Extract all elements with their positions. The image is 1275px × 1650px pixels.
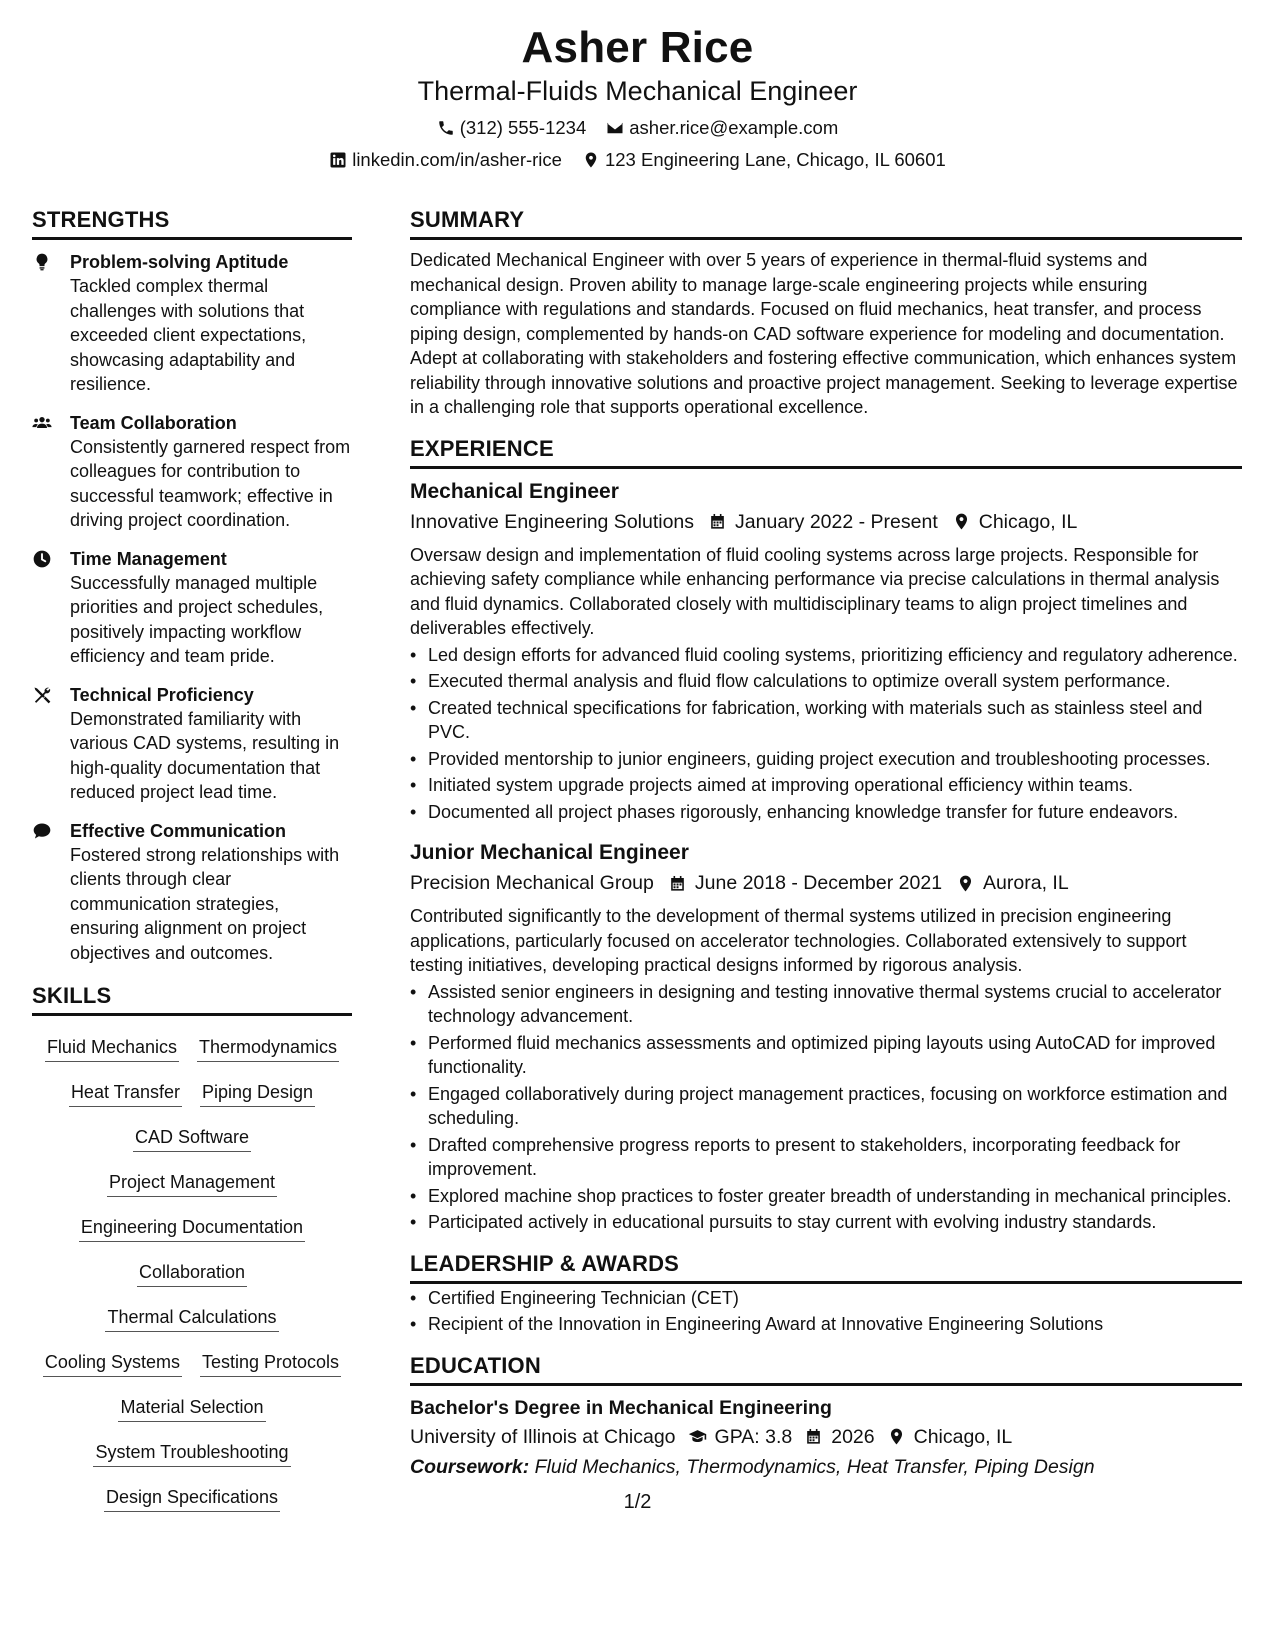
address-text: 123 Engineering Lane, Chicago, IL 60601 [604, 149, 946, 170]
address-contact [582, 148, 946, 172]
skill-tag: Engineering Documentation [79, 1216, 305, 1242]
skill-tag: Fluid Mechanics [45, 1036, 179, 1062]
skill-row [79, 1202, 305, 1247]
degree-title: Bachelor's Degree in Mechanical Engineering [410, 1396, 832, 1419]
summary-text: Dedicated Mechanical Engineer with over 5 years of experience in thermal-fluid systems and mechanical design. Proven ability to manage large-scale engineering projects while ensuring compliance with regulations and standards. Focused on fluid mechanics, heat transfer, and process piping design, complemented by hands-on CAD software experience for modeling and documentation. Adept at collaborating with stakeholders and fostering effective communication, which enhances system reliability through innovative solutions and proactive project management. Seeking to leverage expertise in a challenging role that supports operational excellence. [410, 250, 1238, 417]
education-heading: EDUCATION [410, 1349, 1242, 1386]
clock-icon [32, 549, 52, 569]
calendar-icon [708, 512, 727, 531]
skill-row [105, 1292, 278, 1337]
job-dates [668, 868, 942, 898]
job-location [952, 507, 1078, 537]
skill-tag: Piping Design [200, 1081, 315, 1107]
job-entry [410, 477, 1242, 825]
skill-row [45, 1022, 339, 1067]
education-meta [410, 1422, 1242, 1452]
tools-icon [32, 685, 52, 705]
skill-tag: Design Specifications [104, 1486, 280, 1512]
school-name: University of Illinois at Chicago [410, 1425, 676, 1448]
list-item: • Executed thermal analysis and fluid flow calculations to optimize overall system performance. [410, 669, 1242, 694]
candidate-name: Asher Rice [521, 23, 754, 72]
list-item: • Explored machine shop practices to foster greater breadth of understanding in mechanical principles. [410, 1184, 1242, 1209]
job-location-text: Chicago, IL [978, 510, 1078, 533]
lightbulb-icon [32, 252, 52, 272]
linkedin-icon [329, 151, 347, 169]
strength-description: Demonstrated familiarity with various CAD systems, resulting in high-quality documentation that reduced project lead time. [70, 708, 340, 802]
skill-row [118, 1382, 265, 1427]
skill-row [107, 1157, 277, 1202]
coursework-label: Coursework: [410, 1455, 530, 1478]
skill-tag: System Troubleshooting [93, 1441, 290, 1467]
map-pin-icon [887, 1427, 906, 1446]
strength-description: Tackled complex thermal challenges with solutions that exceeded client expectations, showcasing adaptability and resilience. [70, 276, 307, 394]
list-item: • Assisted senior engineers in designing and testing innovative thermal systems crucial to accelerator technology advancement. [410, 980, 1242, 1029]
list-item: • Provided mentorship to junior engineers, guiding project execution and troubleshooting processes. [410, 747, 1242, 772]
strength-description: Successfully managed multiple priorities and project schedules, positively impacting workflow efficiency and team pride. [70, 572, 324, 666]
list-item: • Engaged collaboratively during project management practices, focusing on workforce estimation and scheduling. [410, 1082, 1242, 1131]
list-item: • Initiated system upgrade projects aimed at improving operational efficiency within teams. [410, 773, 1242, 798]
phone-contact [437, 116, 587, 140]
skill-row [93, 1427, 290, 1472]
summary-heading: SUMMARY [410, 203, 1242, 240]
contact-line-1 [0, 116, 1275, 140]
users-icon [32, 413, 52, 433]
strength-title: Effective Communication [70, 820, 287, 841]
skill-row [133, 1112, 251, 1157]
strength-description: Fostered strong relationships with clients through clear communication strategies, ensuring alignment on project objectives and outcomes. [70, 844, 340, 963]
candidate-role: Thermal-Fluids Mechanical Engineer [417, 76, 858, 106]
map-pin-icon [582, 151, 600, 169]
strength-title: Team Collaboration [70, 412, 237, 433]
gpa-text: GPA: 3.8 [714, 1425, 793, 1448]
phone-text: (312) 555-1234 [459, 117, 587, 138]
linkedin-contact[interactable] [329, 148, 562, 172]
skill-tag: Thermodynamics [197, 1036, 339, 1062]
right-column [410, 203, 1242, 1482]
job-bullets [410, 643, 1242, 825]
education-entry [410, 1394, 1242, 1482]
job-meta [410, 507, 1242, 537]
skill-tag: Collaboration [137, 1261, 247, 1287]
strength-title: Problem-solving Aptitude [70, 252, 289, 272]
list-item: • Certified Engineering Technician (CET) [410, 1286, 1242, 1311]
contact-line-2 [0, 148, 1275, 172]
job-dates-text: June 2018 - December 2021 [694, 872, 943, 894]
job-dates-text: January 2022 - Present [735, 510, 938, 533]
skill-row [137, 1247, 247, 1292]
job-location-text: Aurora, IL [983, 872, 1069, 894]
calendar-icon [804, 1427, 823, 1446]
skills-list [32, 1022, 352, 1517]
experience-heading: EXPERIENCE [410, 432, 1242, 469]
gpa [688, 1422, 793, 1452]
map-pin-icon [952, 512, 971, 531]
skill-tag: Project Management [107, 1171, 277, 1197]
phone-icon [437, 119, 455, 137]
graduation-year [804, 1422, 874, 1452]
list-item: • Participated actively in educational pursuits to stay current with evolving industry standards. [410, 1210, 1242, 1235]
strength-item [32, 411, 352, 533]
calendar-icon [668, 874, 687, 893]
skill-tag: Heat Transfer [69, 1081, 182, 1107]
company-name: Precision Mechanical Group [410, 872, 654, 894]
strength-item [32, 819, 352, 966]
strengths-list [32, 250, 352, 965]
skill-row [69, 1067, 315, 1112]
skills-heading: SKILLS [32, 979, 352, 1016]
list-item: • Documented all project phases rigorously, enhancing knowledge transfer for future endeavors. [410, 800, 1242, 825]
year-text: 2026 [831, 1425, 875, 1448]
strength-item [32, 250, 352, 397]
list-item: • Drafted comprehensive progress reports to present to stakeholders, incorporating feedback for improvement. [410, 1133, 1242, 1182]
leadership-heading: LEADERSHIP & AWARDS [410, 1247, 1242, 1284]
skill-tag: Cooling Systems [43, 1351, 182, 1377]
strength-item [32, 547, 352, 669]
list-item: • Performed fluid mechanics assessments and optimized piping layouts using AutoCAD for improved functionality. [410, 1031, 1242, 1080]
page-number: 1/2 [623, 1491, 652, 1513]
strength-item [32, 683, 352, 805]
job-title: Mechanical Engineer [410, 479, 619, 503]
job-location [956, 868, 1069, 898]
job-title: Junior Mechanical Engineer [410, 841, 689, 864]
speech-bubble-icon [32, 821, 52, 841]
email-contact[interactable] [606, 116, 838, 140]
left-column [32, 203, 352, 1517]
strength-description: Consistently garnered respect from colleagues for contribution to successful teamwork; effective in driving project coordination. [70, 436, 351, 530]
job-description: Contributed significantly to the development of thermal systems utilized in precision engineering applications, particularly focused on accelerator technologies. Collaborated extensively to support testing initiatives, developing practical designs informed by rigorous analysis. [410, 906, 1187, 975]
education-location-text: Chicago, IL [913, 1425, 1013, 1448]
skill-tag: Testing Protocols [200, 1351, 341, 1377]
job-bullets [410, 980, 1242, 1235]
coursework [410, 1452, 1242, 1482]
map-pin-icon [956, 874, 975, 893]
company-name: Innovative Engineering Solutions [410, 510, 695, 533]
envelope-icon [606, 119, 624, 137]
skill-tag: Thermal Calculations [105, 1306, 278, 1332]
coursework-list: Fluid Mechanics, Thermodynamics, Heat Transfer, Piping Design [534, 1455, 1095, 1478]
linkedin-text[interactable]: linkedin.com/in/asher-rice [352, 149, 562, 170]
strength-title: Technical Proficiency [70, 684, 254, 705]
leadership-list [410, 1286, 1242, 1337]
skill-row [43, 1337, 341, 1382]
list-item: • Recipient of the Innovation in Engineering Award at Innovative Engineering Solutions [410, 1312, 1242, 1337]
list-item: • Created technical specifications for fabrication, working with materials such as stainless steel and PVC. [410, 696, 1242, 745]
job-dates [708, 507, 938, 537]
job-meta [410, 868, 1242, 898]
job-description: Oversaw design and implementation of fluid cooling systems across large projects. Responsible for achieving safety compliance while enhancing performance via precise calculations in thermal analysis and fluid dynamics. Collaborated closely with multidisciplinary teams to align project timelines and deliverables effectively. [410, 544, 1220, 638]
job-entry [410, 838, 1242, 1235]
list-item: • Led design efforts for advanced fluid cooling systems, prioritizing efficiency and regulatory adherence. [410, 643, 1242, 668]
email-text[interactable]: asher.rice@example.com [629, 117, 839, 138]
skill-tag: Material Selection [118, 1396, 265, 1422]
skill-tag: CAD Software [133, 1126, 251, 1152]
strengths-heading: STRENGTHS [32, 203, 352, 240]
strength-title: Time Management [70, 548, 227, 569]
resume-header [0, 22, 1275, 172]
education-location [887, 1422, 1013, 1452]
graduation-cap-icon [688, 1427, 707, 1446]
